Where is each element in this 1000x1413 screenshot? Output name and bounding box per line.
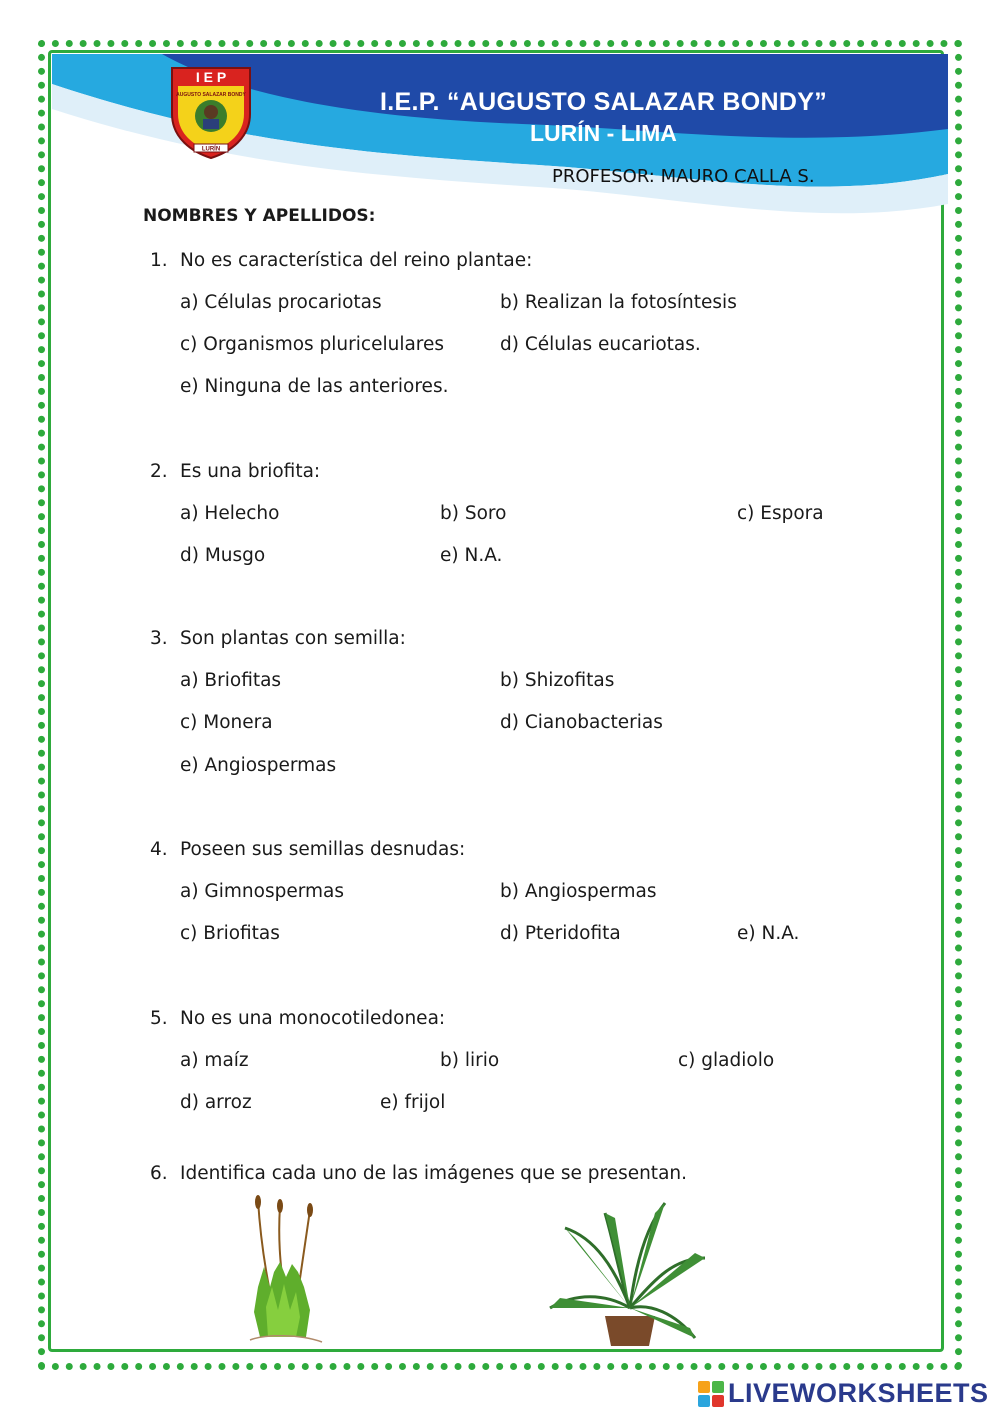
option-1b[interactable]: b) Realizan la fotosíntesis: [500, 292, 737, 313]
liveworksheets-watermark: [698, 1378, 989, 1409]
option-5c[interactable]: c) gladiolo: [678, 1050, 775, 1071]
option-2e[interactable]: e) N.A.: [440, 545, 503, 566]
question-text: Identifica cada uno de las imágenes que se presentan.: [180, 1163, 688, 1184]
brand-text: LIVEWORKSHEETS: [728, 1378, 989, 1408]
option-3c[interactable]: c) Monera: [180, 712, 273, 733]
option-4e[interactable]: e) N.A.: [737, 923, 800, 944]
option-4b[interactable]: b) Angiospermas: [500, 881, 657, 902]
school-logo-icon: [168, 64, 254, 160]
option-4c[interactable]: c) Briofitas: [180, 923, 280, 944]
question-number: 3.: [150, 628, 168, 649]
option-5b[interactable]: b) lirio: [440, 1050, 500, 1071]
moss-plant-icon: [240, 1192, 330, 1347]
option-1d[interactable]: d) Células eucariotas.: [500, 334, 701, 355]
question-text: Es una briofita:: [180, 461, 321, 482]
question-3: [150, 628, 406, 649]
question-5: [150, 1008, 445, 1029]
question-1: [150, 250, 532, 271]
question-text: Poseen sus semillas desnudas:: [180, 839, 466, 860]
liveworksheets-logo-icon: [698, 1381, 724, 1407]
question-text: Son plantas con semilla:: [180, 628, 406, 649]
option-1c[interactable]: c) Organismos pluricelulares: [180, 334, 445, 355]
option-1a[interactable]: a) Células procariotas: [180, 292, 382, 313]
question-text: No es una monocotiledonea:: [180, 1008, 446, 1029]
svg-text:AUGUSTO SALAZAR BONDY: AUGUSTO SALAZAR BONDY: [176, 92, 246, 98]
option-4d[interactable]: d) Pteridofita: [500, 923, 621, 944]
option-3e[interactable]: e) Angiospermas: [180, 755, 337, 776]
option-5a[interactable]: a) maíz: [180, 1050, 249, 1071]
option-3d[interactable]: d) Cianobacterias: [500, 712, 663, 733]
question-4: [150, 839, 465, 860]
teacher-name: PROFESOR: MAURO CALLA S.: [552, 166, 815, 187]
question-number: 2.: [150, 461, 168, 482]
question-text: No es característica del reino plantae:: [180, 250, 533, 271]
option-2c[interactable]: c) Espora: [737, 503, 824, 524]
svg-text:I E P: I E P: [195, 69, 227, 85]
question-number: 1.: [150, 250, 168, 271]
option-3a[interactable]: a) Briofitas: [180, 670, 282, 691]
option-2b[interactable]: b) Soro: [440, 503, 507, 524]
option-3b[interactable]: b) Shizofitas: [500, 670, 615, 691]
question-6: [150, 1163, 687, 1184]
school-name: I.E.P. “AUGUSTO SALAZAR BONDY”: [380, 88, 828, 116]
option-5d[interactable]: d) arroz: [180, 1092, 252, 1113]
option-2d[interactable]: d) Musgo: [180, 545, 266, 566]
student-name-label: NOMBRES Y APELLIDOS:: [143, 206, 376, 226]
question-number: 4.: [150, 839, 168, 860]
option-1e[interactable]: e) Ninguna de las anteriores.: [180, 376, 449, 397]
option-4a[interactable]: a) Gimnospermas: [180, 881, 345, 902]
question-number: 5.: [150, 1008, 168, 1029]
fern-plant-icon: [545, 1198, 710, 1348]
option-2a[interactable]: a) Helecho: [180, 503, 280, 524]
school-location: LURÍN - LIMA: [530, 120, 677, 146]
option-5e[interactable]: e) frijol: [380, 1092, 446, 1113]
svg-text:LURÍN: LURÍN: [201, 146, 221, 153]
question-2: [150, 461, 320, 482]
question-number: 6.: [150, 1163, 168, 1184]
page-border-inner: [48, 50, 944, 1352]
